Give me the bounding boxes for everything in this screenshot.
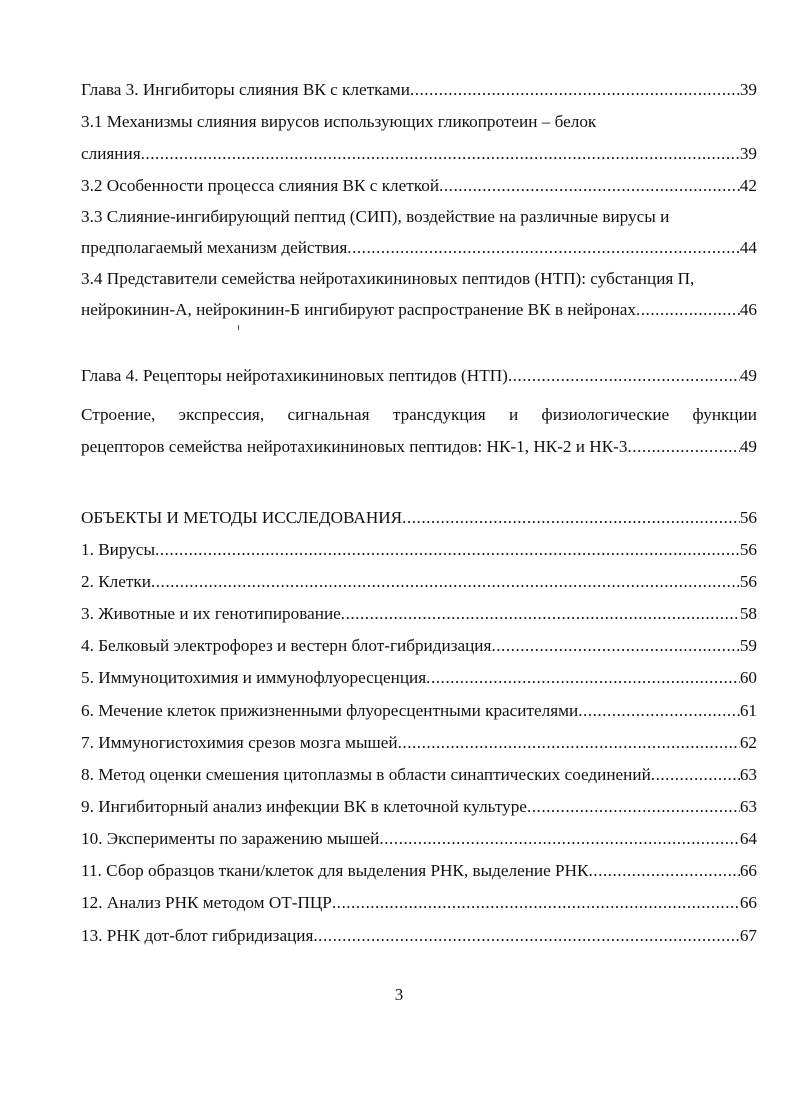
toc-page-number: 66 (739, 861, 757, 880)
dot-leader (151, 571, 740, 593)
dot-leader (347, 237, 740, 259)
toc-page-number: 56 (739, 508, 757, 527)
toc-methods-heading[interactable] (81, 507, 757, 529)
dot-leader (141, 143, 740, 165)
toc-methods-item[interactable] (81, 667, 757, 689)
toc-chapter-4-sub-line1[interactable] (81, 404, 757, 426)
toc-page-number: 49 (739, 366, 757, 385)
toc-section-3-3-line2[interactable] (81, 237, 757, 259)
toc-section-3-1-line2[interactable] (81, 143, 757, 165)
toc-entry-title: 1. Вирусы (81, 540, 155, 559)
toc-page-number: 61 (739, 701, 757, 720)
dot-leader (651, 764, 740, 786)
dot-leader (398, 732, 740, 754)
toc-page-number: 60 (739, 668, 757, 687)
toc-chapter-3[interactable] (81, 79, 757, 101)
toc-entry-title: 13. РНК дот-блот гибридизация (81, 926, 314, 945)
toc-chapter-4-sub-line2[interactable] (81, 436, 757, 458)
toc-entry-title: 4. Белковый электрофорез и вестерн блот-гибридизация (81, 636, 492, 655)
dot-leader (379, 828, 739, 850)
toc-page-number: 49 (739, 437, 757, 456)
toc-entry-title: Глава 4. Рецепторы нейротахикининовых пептидов (НТП) (81, 366, 508, 385)
toc-methods-item[interactable] (81, 828, 757, 850)
toc-page-number: 63 (739, 797, 757, 816)
toc-methods-item[interactable] (81, 571, 757, 593)
toc-methods-item[interactable] (81, 925, 757, 947)
dot-leader (313, 925, 739, 947)
toc-entry-title: 10. Эксперименты по заражению мышей (81, 829, 380, 848)
toc-page-number: 56 (739, 540, 757, 559)
dot-leader (636, 299, 740, 321)
toc-methods-item[interactable] (81, 732, 757, 754)
dot-leader (410, 79, 740, 101)
dot-leader (155, 539, 740, 561)
toc-section-3-1-line1[interactable]: 3.1 Механизмы слияния вирусов использующих гликопротеин – белок (81, 112, 597, 131)
toc-section-3-4-line2[interactable] (81, 299, 757, 321)
toc-entry-title: слияния (81, 144, 141, 163)
toc-entry-title: 12. Анализ РНК методом ОТ-ПЦР (81, 893, 332, 912)
toc-section-3-3-line1[interactable]: 3.3 Слияние-ингибирующий пептид (СИП), воздействие на различные вирусы и (81, 207, 670, 226)
dot-leader (341, 603, 740, 625)
toc-entry-title: рецепторов семейства нейротахикининовых пептидов: НК-1, НК-2 и НК-3 (81, 437, 628, 456)
dot-leader (628, 436, 740, 458)
dot-leader (426, 667, 740, 689)
dot-leader (527, 796, 740, 818)
toc-methods-item[interactable] (81, 700, 757, 722)
toc-methods-item[interactable] (81, 892, 757, 914)
scan-mark (238, 325, 239, 330)
toc-page-number: 56 (739, 572, 757, 591)
toc-chapter-4[interactable] (81, 365, 757, 387)
dot-leader (578, 700, 740, 722)
dot-leader (491, 635, 739, 657)
toc-entry-title: предполагаемый механизм действия (81, 238, 348, 257)
toc-entry-title: 5. Иммуноцитохимия и иммунофлуоресценция (81, 668, 427, 687)
toc-entry-title: Строение, экспрессия, сигнальная трансдукция и физиологические функции (81, 405, 757, 424)
toc-page-number: 64 (739, 829, 757, 848)
toc-page-number: 63 (739, 765, 757, 784)
toc-methods-item[interactable] (81, 860, 757, 882)
toc-page-number: 39 (739, 80, 757, 99)
toc-entry-title: нейрокинин-А, нейрокинин-Б ингибируют распространение ВК в нейронах (81, 300, 636, 319)
toc-page-number: 66 (739, 893, 757, 912)
toc-entry-title: 7. Иммуногистохимия срезов мозга мышей (81, 733, 398, 752)
page-number: 3 (394, 985, 404, 1004)
toc-entry-title: 8. Метод оценки смешения цитоплазмы в области синаптических соединений (81, 765, 651, 784)
toc-page-number: 58 (739, 604, 757, 623)
toc-methods-item[interactable] (81, 764, 757, 786)
toc-section-3-2[interactable] (81, 175, 757, 197)
toc-entry-title: 3.2 Особенности процесса слияния ВК с клеткой (81, 176, 440, 195)
toc-page-number: 44 (739, 238, 757, 257)
toc-entry-title: Глава 3. Ингибиторы слияния ВК с клетками (81, 80, 410, 99)
toc-entry-title: 6. Мечение клеток прижизненными флуоресцентными красителями (81, 701, 579, 720)
toc-methods-item[interactable] (81, 635, 757, 657)
dot-leader (402, 507, 740, 529)
toc-entry-title: 9. Ингибиторный анализ инфекции ВК в клеточной культуре (81, 797, 527, 816)
toc-page-number: 39 (739, 144, 757, 163)
toc-methods-item[interactable] (81, 539, 757, 561)
dot-leader (439, 175, 740, 197)
toc-methods-item[interactable] (81, 796, 757, 818)
toc-page-number: 67 (739, 926, 757, 945)
toc-page-number: 46 (739, 300, 757, 319)
toc-methods-item[interactable] (81, 603, 757, 625)
toc-page-number: 59 (739, 636, 757, 655)
toc-page-number: 62 (739, 733, 757, 752)
toc-entry-title: 2. Клетки (81, 572, 151, 591)
toc-entry-title: ОБЪЕКТЫ И МЕТОДЫ ИССЛЕДОВАНИЯ (81, 508, 403, 527)
dot-leader (332, 892, 740, 914)
dot-leader (588, 860, 739, 882)
toc-entry-title: 3. Животные и их генотипирование (81, 604, 341, 623)
toc-entry-title: 11. Сбор образцов ткани/клеток для выделения РНК, выделение РНК (81, 861, 589, 880)
dot-leader (508, 365, 740, 387)
toc-section-3-4-line1[interactable]: 3.4 Представители семейства нейротахикининовых пептидов (НТП): субстанция П, (81, 269, 695, 288)
toc-page-number: 42 (739, 176, 757, 195)
